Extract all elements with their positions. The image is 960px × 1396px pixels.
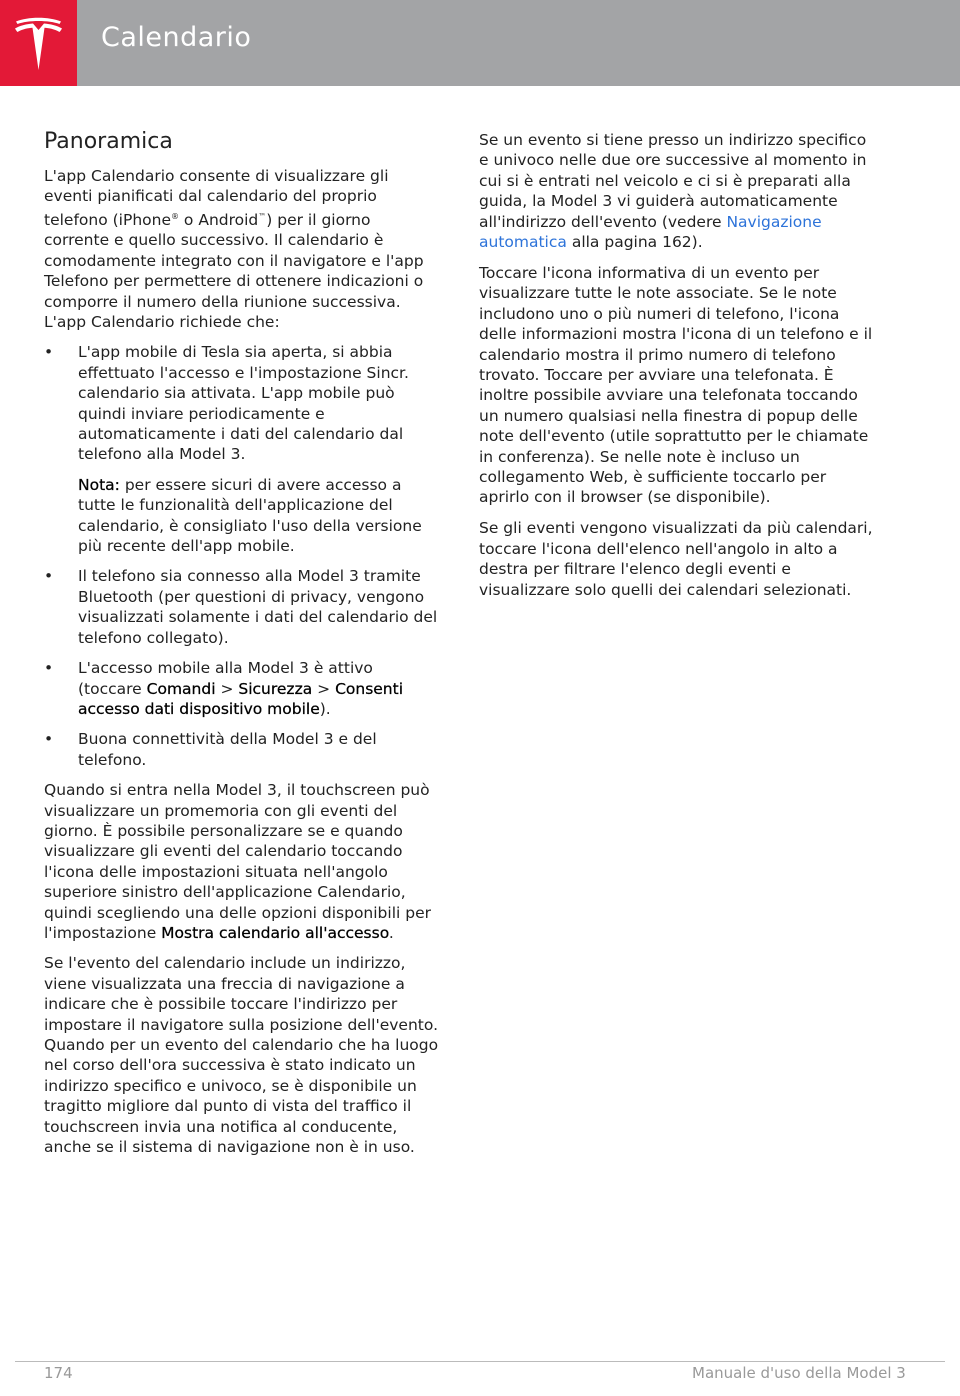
note-label: Nota: xyxy=(78,475,120,494)
reminder-paragraph: Quando si entra nella Model 3, il touchscreen può visualizzare un promemoria con gli eventi del giorno. È possibile personalizzare se e quando visualizzare gli eventi del calendario toccando l'icona delle impostazioni situata nell'angolo superiore sinistro dell'applicazione Calendario, quindi scegliendo una delle opzioni disponibili per l'impostazione Mostra calendario all'accesso. xyxy=(44,781,431,942)
page-title: Calendario xyxy=(101,22,252,53)
list-item: • L'accesso mobile alla Model 3 è attivo (toccare Comandi > Sicurezza > Consenti accesso dati dispositivo mobile). xyxy=(44,659,404,718)
filter-paragraph: Se gli eventi vengono visualizzati da più calendari, toccare l'icona dell'elenco nell'angolo in alto a destra per filtrare l'elenco degli eventi e visualizzare solo quelli dei calendari selezionati. xyxy=(479,519,873,599)
tesla-logo-icon xyxy=(13,16,64,70)
menu-path-sicurezza: Sicurezza xyxy=(238,679,313,698)
auto-nav-paragraph: Se un evento si tiene presso un indirizzo specifico e univoco nelle due ore successive al momento in cui si è entrati nel veicolo e ci si è preparati alla guida, la Model 3 vi guiderà automaticamente all'indirizzo dell'evento (vedere Navigazione automatica alla pagina 162). xyxy=(479,131,867,252)
left-column xyxy=(44,128,439,1167)
menu-path-comandi: Comandi xyxy=(146,679,216,698)
page-header xyxy=(0,0,960,86)
manual-title: Manuale d'uso della Model 3 xyxy=(692,1364,906,1382)
bullet: • xyxy=(44,343,54,362)
section-heading: Panoramica xyxy=(44,129,173,154)
requirements-list xyxy=(44,342,439,770)
bullet: • xyxy=(44,659,54,678)
list-item: • Il telefono sia connesso alla Model 3 tramite Bluetooth (per questioni di privacy, vengono visualizzati solamente i dati del calendario del telefono collegato). xyxy=(44,567,438,647)
list-item: • L'app mobile di Tesla sia aperta, si abbia effettuato l'accesso e l'impostazione Sincr. calendario sia attivata. L'app mobile può quindi inviare periodicamente e automaticamente i dati del calendario dal telefono alla Model 3. Nota: per essere sicuri di avere accesso a tutte le funzionalità dell'applicazione del calendario, è consigliato l'uso della versione più recente dell'app mobile. xyxy=(44,342,439,556)
bullet: • xyxy=(44,567,54,586)
intro-paragraph: L'app Calendario consente di visualizzare gli eventi pianificati dal calendario del proprio telefono (iPhone® o Android™) per il giorno corrente e quello successivo. Il calendario è comodamente integrato con il navigatore e l'app Telefono per permettere di ottenere indicazioni o comporre il numero della riunione successiva. L'app Calendario richiede che: xyxy=(44,167,424,331)
bullet: • xyxy=(44,730,54,749)
footer-divider xyxy=(15,1361,945,1362)
navigazione-automatica-link[interactable]: Navigazione automatica xyxy=(479,212,822,252)
right-column xyxy=(479,130,879,610)
address-paragraph: Se l'evento del calendario include un indirizzo, viene visualizzata una freccia di navigazione a indicare che è possibile toccare l'indirizzo per impostare il navigatore sulla posizione dell'evento. Quando per un evento del calendario che ha luogo nel corso dell'ora successiva è stato indicato un indirizzo specifico e univoco, se è disponibile un tragitto migliore dal punto di vista del traffico il touchscreen invia una notifica al conducente, anche se il sistema di navigazione non è in uso. xyxy=(44,954,439,1157)
note-paragraph: Nota: per essere sicuri di avere accesso a tutte le funzionalità dell'applicazione del calendario, è consigliato l'uso della versione più recente dell'app mobile. xyxy=(78,475,422,556)
menu-path-consenti: Consenti accesso dati dispositivo mobile xyxy=(78,679,404,718)
setting-name: Mostra calendario all'accesso xyxy=(161,923,389,942)
list-item: • Buona connettività della Model 3 e del telefono. xyxy=(44,730,377,769)
page-number: 174 xyxy=(44,1364,73,1382)
notes-paragraph: Toccare l'icona informativa di un evento per visualizzare tutte le note associate. Se le note includono uno o più numeri di telefono, l'icona delle informazioni mostra l'icona di un telefono e il calendario mostra il primo numero di telefono trovato. Toccare per avviare una telefonata. È inoltre possibile avviare una telefonata toccando un numero qualsiasi nella finestra di popup delle note dell'evento (utile soprattutto per le chiamate in conferenza). Se nelle note è incluso un collegamento Web, è sufficiente toccarlo per aprirlo con il browser (se disponibile). xyxy=(479,263,873,507)
logo-box xyxy=(0,0,77,86)
